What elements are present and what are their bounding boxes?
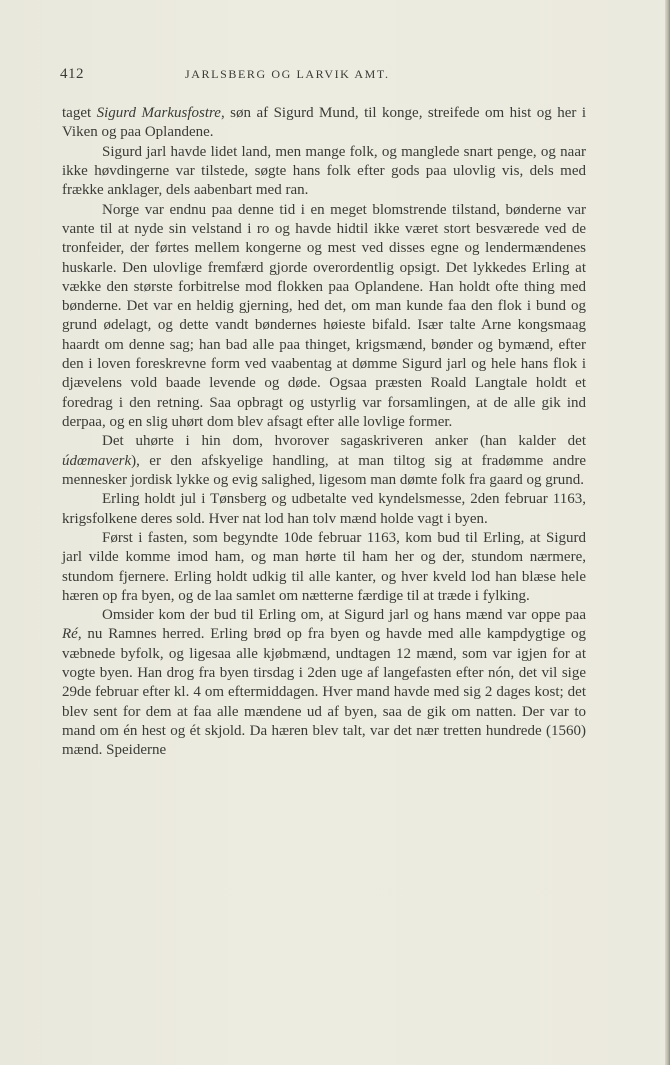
paragraph [62,201,586,433]
text-segment: Sigurd jarl havde lidet land, men mange folk, og manglede snart penge, og naar ikke høvdingerne var tilstede, søgte hans folk efter gods paa ulovlig vis, dels med frække anklager, dels aabenbart med ran. [62,143,586,199]
paragraph [62,104,586,143]
page-edge [665,0,670,1065]
text-segment: Det uhørte i hin dom, hvorover sagaskriveren anker (han kalder det [102,433,586,450]
paragraph [62,606,586,761]
italic-name: Sigurd Markusfostre [96,105,221,121]
text-segment: Norge var endnu paa denne tid i en meget blomstrende tilstand, bønderne var vante til at nyde sin velstand i ro og havde hidtil ikke været stort besværede ved de tronfeider, der førtes mellem kongerne og mest ved disses egne og lendermændenes huskarle. Den ulovlige fremfærd gjorde overordentlig opsigt. Det lykkedes Erling at vække den største forbitrelse mod flokken paa Oplandene. Han holdt ofte thing med bønderne. Det var en heldig gjerning, hed det, om man kunde faa den flok i bund og grund ødelagt, og dette vandt bøndernes høieste bifald. Især talte Arne kongsmaag haardt om denne sag; han bad alle paa thinget, krigsmænd, bønder og bymænd, efter den i loven foreskrevne form ved vaabentag at dømme Sigurd jarl og hele hans flok i djævelens vold baade levende og døde. Ogsaa præsten Roald Langtale holdt et foredrag i den retning. Saa opbragt og ustyrlig var forsamlingen, at de alle gik ind derpaa, og en slig uhørt dom blev afsagt efter alle lovlige former. [62,201,586,430]
paragraph [62,432,586,490]
text-segment: taget [62,105,97,121]
paragraph [62,143,586,201]
text-segment: Først i fasten, som begyndte 10de februar 1163, kom bud til Erling, at Sigurd jarl vilde komme imod ham, og man hørte til ham her og der, stundom nærmere, stundom fjernere. Erling holdt udkig til alle kanter, og hver kveld lod han blæse hele hæren op fra byen, og de laa samlet om nætterne færdige til at træde i fylking. [62,529,586,604]
italic-term: údœmaverk [62,452,132,469]
page-number: 412 [60,66,84,82]
text-segment: , søn af Sigurd Mund, til konge, streifede om hist og her i Viken og paa Oplandene. [62,105,586,141]
page-header [60,66,620,86]
running-head: JARLSBERG OG LARVIK AMT. [185,67,390,81]
text-segment: Omsider kom der bud til Erling om, at Sigurd jarl og hans mænd var oppe paa [102,607,586,624]
text-body [62,104,586,761]
paragraph [62,529,586,606]
text-segment: , nu Ramnes herred. Erling brød op fra byen og havde med alle kampdygtige og væbnede byfolk, og ligesaa alle kjøbmænd, undtagen 12 mænd, som var igjen for at vogte byen. Han drog fra byen tirsdag i 2den uge af langefasten efter nón, det vil sige 29de februar efter kl. 4 om eftermiddagen. Hver mand havde med sig 2 dages kost; det blev sent for dem at faa alle mændene ud af byen, saa de gik om natten. Der var to mand om én hest og ét skjold. Da hæren blev talt, var det nær tretten hundrede (1560) mænd. Speiderne [62,626,586,759]
text-segment: ), er den afskyelige handling, at man tiltog sig at fradømme andre mennesker jordisk lykke og evig salighed, ligesom man dømte folk fra gaard og grund. [62,452,586,488]
italic-place: Ré [62,626,78,643]
paragraph [62,490,586,529]
text-segment: Erling holdt jul i Tønsberg og udbetalte ved kyndelsmesse, 2den februar 1163, krigsfolkene deres sold. Hver nat lod han tolv mænd holde vagt i byen. [62,491,586,527]
